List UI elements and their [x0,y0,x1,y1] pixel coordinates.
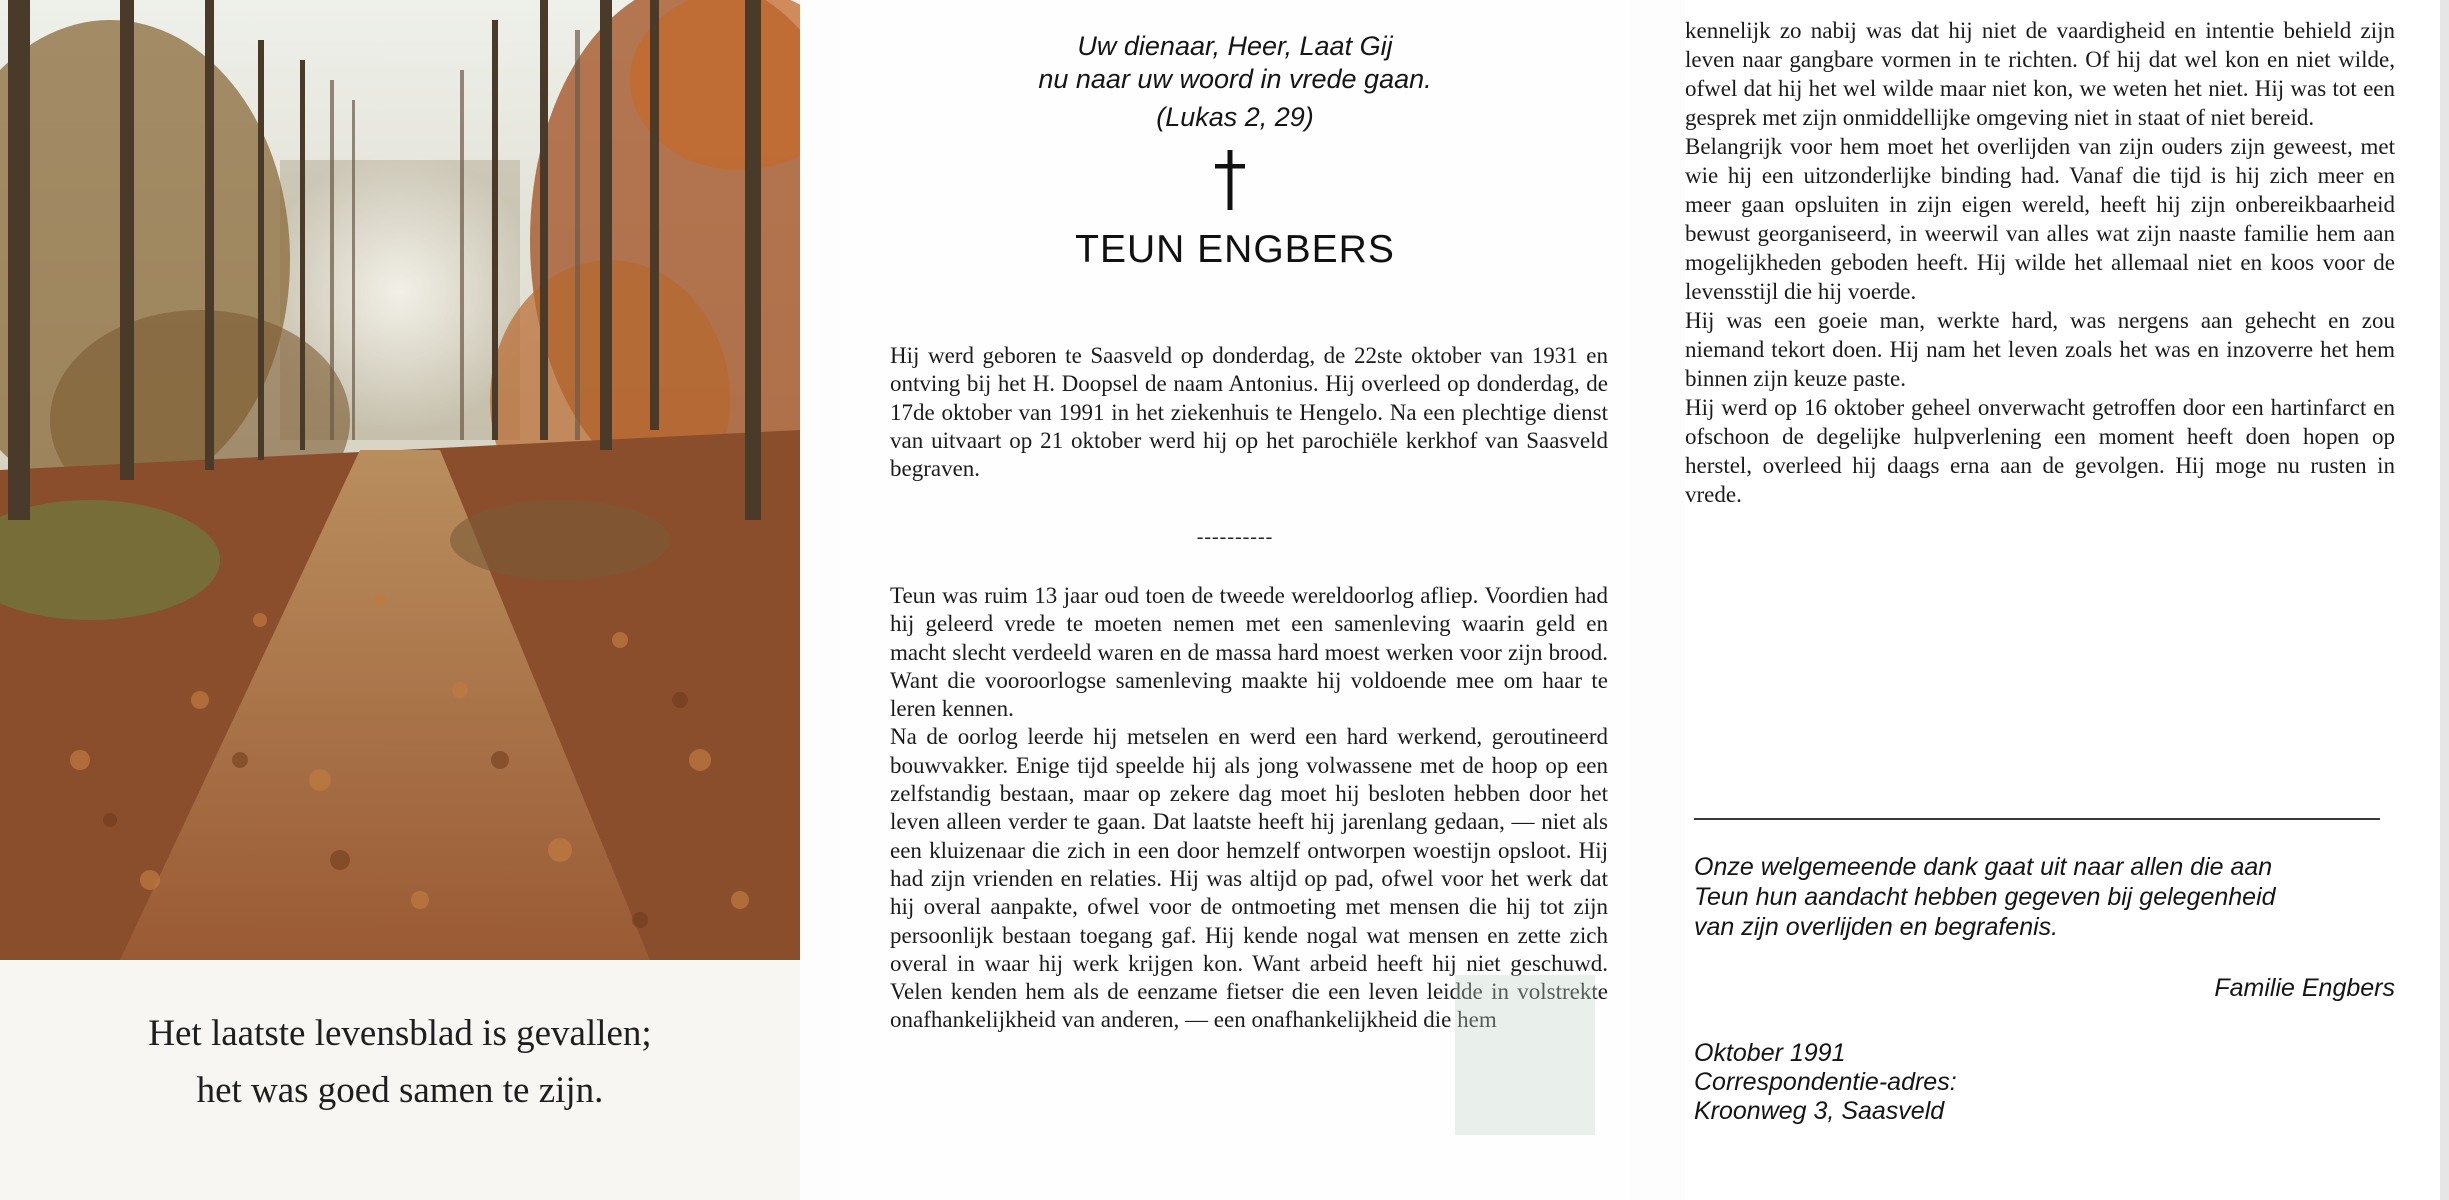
intro-paragraph: Hij werd geboren te Saasveld op donderdag, de 22ste oktober van 1931 en ontving bij het H. Doopsel de naam Antonius. Hij overleed op donderdag, de 17de oktober van 1991 in het ziekenhuis te Hengelo. Na een plechtige dienst van uitvaart op 21 oktober werd hij op het parochiële kerkhof van Saasveld begraven. [890,343,1608,482]
verse-line-1: Het laatste levensblad is gevallen; [148,1013,652,1054]
address: Kroonweg 3, Saasveld [1694,1097,1945,1125]
thanks-line-2: Teun hun aandacht hebben gegeven bij gelegenheid [1694,883,2276,911]
obituary-page-3 [1685,0,2449,1200]
continued-paragraph-1: kennelijk zo nabij was dat hij niet de vaardigheid en intentie behield zijn leven naar gangbare vormen in te richten. Of hij dat wel kon en niet wilde, ofwel dat hij het wel wilde maar niet kon, we weten het niet. Hij was tot een gesprek met zijn onmiddellijke omgeving niet in staat of niet bereid. [1685,18,2395,130]
verse-line-2: het was goed samen te zijn. [196,1070,604,1111]
bible-quote [840,30,1630,134]
date: Oktober 1991 [1694,1039,1846,1067]
contact-info [1694,1039,2394,1126]
biography-continued [1685,16,2395,509]
quote-reference: (Lukas 2, 29) [1156,102,1314,132]
continued-paragraph-2: Belangrijk voor hem moet het overlijden van zijn ouders zijn geweest, met wie hij een uitzonderlijke binding had. Vanaf die tijd is hij zich meer en meer gaan opsluiten in zijn eigen wereld, heeft hij zijn onbereikbaarheid bewust georganiseerd, in weerwil van alles wat zijn naaste familie hem aan mogelijkheden geboden heeft. Hij wilde het allemaal niet en koos voor de levensstijl die hij voerde. [1685,134,2395,304]
separator: ---------- [1196,526,1274,548]
thanks-note [1694,852,2394,942]
biography-paragraph-1: Teun was ruim 13 jaar oud toen de tweede wereldoorlog afliep. Voordien had hij geleerd vrede te moeten nemen met een samenleving waarin geld en macht slecht verdeeld waren en de massa hard moest werken voor zijn brood. Want die vooroorlogse samenleving maakte hij voldoende mee om haar te leren kennen. [890,583,1608,722]
biography [890,582,1608,1035]
deceased-name: TEUN ENGBERS [1075,228,1395,271]
scan-edge [2440,0,2449,1200]
quote-line-1: Uw dienaar, Heer, Laat Gij [1077,31,1393,61]
thanks-line-3: van zijn overlijden en begrafenis. [1694,913,2059,941]
cross-icon [1210,150,1250,210]
scan-highlight [1455,975,1595,1135]
continued-paragraph-3: Hij was een goeie man, werkte hard, was nergens aan gehecht en zou niemand tekort doen. Hij nam het leven zoals het was en inzoverre het hem binnen zijn keuze paste. [1685,308,2395,391]
family-signature: Familie Engbers [2214,974,2395,1002]
thanks-line-1: Onze welgemeende dank gaat uit naar allen die aan [1694,853,2273,881]
verse [0,1005,800,1119]
continued-paragraph-4: Hij werd op 16 oktober geheel onverwacht getroffen door een hartinfarct en ofschoon de degelijke hulpverlening een moment heeft doen hopen op herstel, overleed hij daags erna aan de gevolgen. Hij moge nu rusten in vrede. [1685,395,2395,507]
panel-gap [800,0,840,1200]
quote-line-2: nu naar uw woord in vrede gaan. [1038,64,1432,94]
divider-rule [1694,818,2380,820]
biography-paragraph-2: Na de oorlog leerde hij metselen en werd een hard werkend, geroutineerd bouwvakker. Enige tijd speelde hij als jong volwassene met de hoop op een zelfstandig bestaan, maar op zekere dag moet hij besloten hebben door het leven alleen verder te gaan. Dat laatste heeft hij jarenlang gedaan, — niet als een kluizenaar die zich in een door hemzelf ontworpen woestijn opsloot. Hij had zijn vrienden en relaties. Hij was altijd op pad, ofwel voor het werk dat hij overal aanpakte, ofwel voor de ontmoeting met mensen die hij tot zijn persoonlijk bestaan toegang gaf. Hij kende nogal wat mensen en zette zich overal in waar hij werk krijgen kon. Want arbeid heeft hij niet geschuwd. Velen kenden hem als de eenzame fietser die een leven leidde in volstrekte onafhankelijkheid van anderen, — een onafhankelijkheid die hem [890,724,1608,1033]
address-label: Correspondentie-adres: [1694,1068,1957,1096]
autumn-forest-photo [0,0,800,960]
photo-panel [0,0,800,1200]
panel-gap [1630,0,1685,1200]
